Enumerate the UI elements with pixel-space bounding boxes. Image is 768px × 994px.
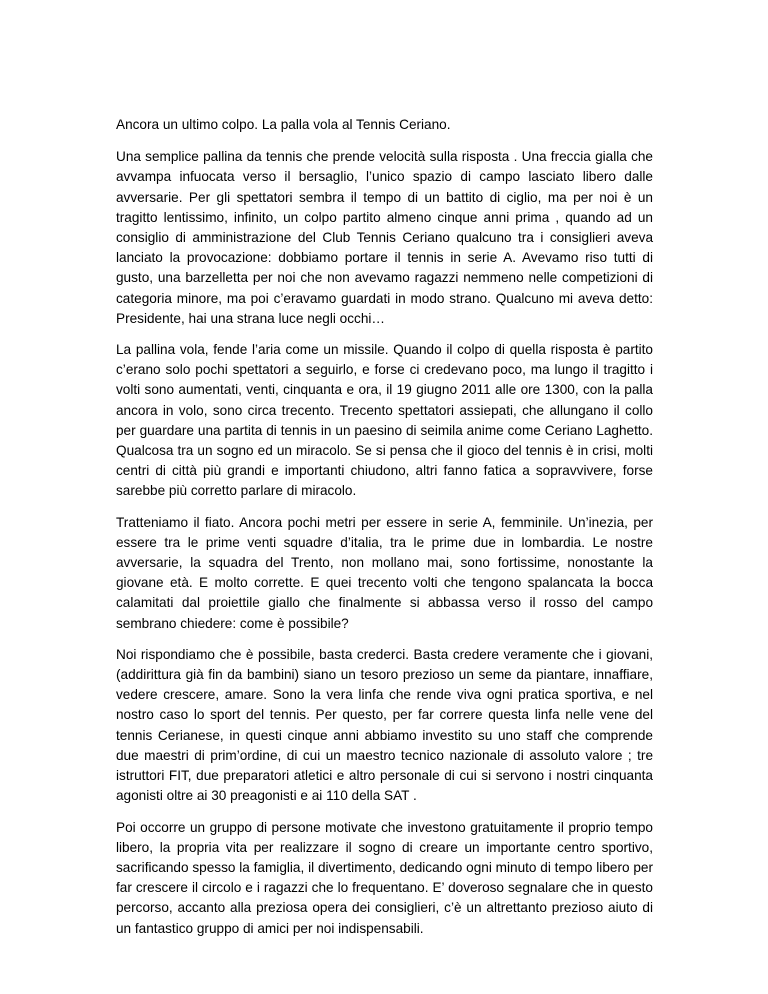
paragraph: Una semplice pallina da tennis che prende velocità sulla risposta . Una freccia gialla che avvampa infuocata verso il bersaglio, l’unico spazio di campo lasciato libero dalle avversarie. Per gli spettatori sembra il tempo di un battito di ciglio, ma per noi è un tragitto lentissimo, infinito, un colpo partito almeno cinque anni prima , quando ad un consiglio di amministrazione del Club Tennis Ceriano qualcuno tra i consiglieri aveva lanciato la provocazione: dobbiamo portare il tennis in serie A. Avevamo riso tutti di gusto, una barzelletta per noi che non avevamo ragazzi nemmeno nelle competizioni di categoria minore, ma poi c’eravamo guardati in modo strano. Qualcuno mi aveva detto: Presidente, hai una strana luce negli occhi… bbox=[116, 149, 653, 326]
paragraph-opening: Ancora un ultimo colpo. La palla vola al Tennis Ceriano. bbox=[116, 117, 451, 132]
paragraph: Poi occorre un gruppo di persone motivate che investono gratuitamente il proprio tempo libero, la propria vita per realizzare il sogno di creare un importante centro sportivo, sacrificando spesso la famiglia, il divertimento, dedicando ogni minuto di tempo libero per far crescere il circolo e i ragazzi che lo frequentano. E’ doveroso segnalare che in questo percorso, accanto alla preziosa opera dei consiglieri, c’è un altrettanto prezioso aiuto di un fantastico gruppo di amici per noi indispensabili. bbox=[116, 819, 653, 936]
paragraph: Tratteniamo il fiato. Ancora pochi metri per essere in serie A, femminile. Un’inezia, per essere tra le prime venti squadre d’italia, tra le prime due in lombardia. Le nostre avversarie, la squadra del Trento, non mollano mai, sono fortissime, nonostante la giovane età. E molto corrette. E quei trecento volti che tengono spalancata la bocca calamitati dal proiettile giallo che finalmente si abbassa verso il rosso del campo sembrano chiedere: come è possibile? bbox=[116, 514, 653, 631]
document-body bbox=[116, 115, 653, 950]
paragraph: La pallina vola, fende l’aria come un missile. Quando il colpo di quella risposta è partito c’erano solo pochi spettatori a seguirlo, e forse ci credevano poco, ma lungo il tragitto i volti sono aumentati, venti, cinquanta e ora, il 19 giugno 2011 alle ore 1300, con la palla ancora in volo, sono circa trecento. Trecento spettatori assiepati, che allungano il collo per guardare una partita di tennis in un paesino di seimila anime come Ceriano Laghetto. Qualcosa tra un sogno ed un miracolo. Se si pensa che il gioco del tennis è in crisi, molti centri di città più grandi e importanti chiudono, altri fanno fatica a sopravvivere, forse sarebbe più corretto parlare di miracolo. bbox=[116, 342, 653, 499]
paragraph: Noi rispondiamo che è possibile, basta crederci. Basta credere veramente che i giovani, (addirittura già fin da bambini) siano un tesoro prezioso un seme da piantare, innaffiare, vedere crescere, amare. Sono la vera linfa che rende viva ogni pratica sportiva, e nel nostro caso lo sport del tennis. Per questo, per far correre questa linfa nelle vene del tennis Cerianese, in questi cinque anni abbiamo investito su uno staff che comprende due maestri di prim’ordine, di cui un maestro tecnico nazionale di assoluto valore ; tre istruttori FIT, due preparatori atletici e altro personale di cui si servono i nostri cinquanta agonisti oltre ai 30 preagonisti e ai 110 della SAT . bbox=[116, 646, 653, 804]
